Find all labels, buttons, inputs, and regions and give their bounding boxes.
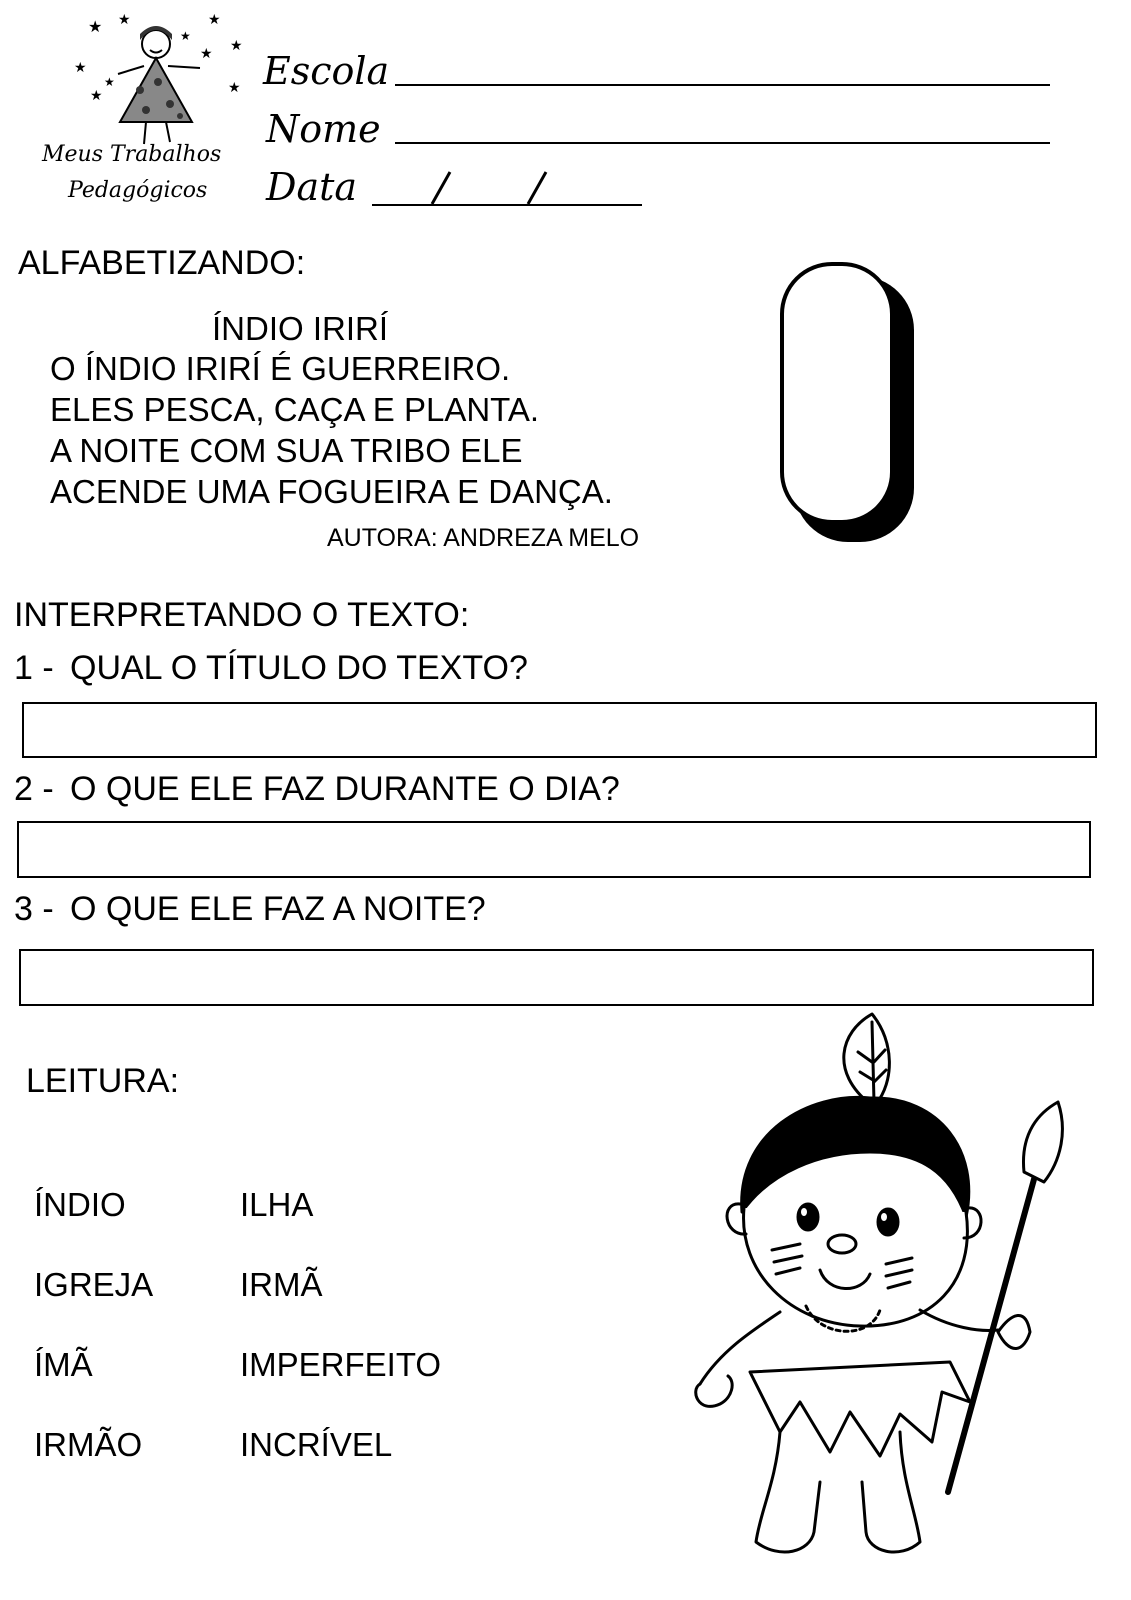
question-3-text: O QUE ELE FAZ A NOITE? [70, 890, 486, 928]
name-line[interactable] [395, 142, 1050, 144]
poem-line: A NOITE COM SUA TRIBO ELE [50, 432, 523, 469]
reading-word: IMPERFEITO [240, 1346, 442, 1383]
answer-1-box[interactable] [22, 702, 1097, 758]
poem-author: AUTORA: ANDREZA MELO [327, 524, 640, 552]
question-3-number: 3 - [14, 890, 54, 928]
answer-2-box[interactable] [17, 821, 1091, 878]
reading-word: IRMÃ [240, 1266, 323, 1303]
reading-word: IGREJA [34, 1266, 154, 1303]
svg-text:★: ★ [90, 87, 103, 103]
poem-line: ACENDE UMA FOGUEIRA E DANÇA. [50, 473, 613, 510]
reading-word: IRMÃO [34, 1426, 143, 1463]
big-letter [780, 262, 920, 547]
logo [38, 10, 268, 215]
poem-line: O ÍNDIO IRIRÍ É GUERREIRO. [50, 350, 511, 387]
poem-body [50, 348, 613, 512]
svg-text:★: ★ [230, 37, 243, 53]
indigenous-boy-with-spear-icon [680, 1012, 1080, 1572]
logo-line-2: Pedagógicos [68, 178, 208, 203]
school-label: Escola [263, 49, 390, 93]
answer-3-box[interactable] [19, 949, 1094, 1006]
date-label: Data [266, 165, 358, 209]
reading-word: ILHA [240, 1186, 314, 1223]
svg-text:★: ★ [118, 11, 131, 27]
logo-line-1: Meus Trabalhos [42, 142, 222, 167]
girl-with-stars-icon [60, 10, 260, 150]
section-title: ALFABETIZANDO: [18, 244, 306, 282]
reading-word: ÍNDIO [34, 1186, 126, 1223]
poem-line: ELES PESCA, CAÇA E PLANTA. [50, 391, 540, 428]
reading-word: INCRÍVEL [240, 1426, 393, 1463]
svg-text:★: ★ [200, 45, 213, 61]
reading-title: LEITURA: [26, 1062, 180, 1100]
svg-text:★: ★ [180, 29, 191, 43]
svg-text:★: ★ [208, 11, 221, 27]
interpretation-title: INTERPRETANDO O TEXTO: [14, 596, 470, 634]
question-1-number: 1 - [14, 649, 54, 687]
school-line[interactable] [395, 84, 1050, 86]
svg-text:★: ★ [228, 79, 241, 95]
svg-text:★: ★ [74, 59, 87, 75]
reading-word: ÍMÃ [34, 1346, 93, 1383]
svg-text:★: ★ [88, 19, 103, 36]
question-2-text: O QUE ELE FAZ DURANTE O DIA? [70, 770, 620, 808]
question-2-number: 2 - [14, 770, 54, 808]
poem-title: ÍNDIO IRIRÍ [212, 310, 389, 347]
date-separators [372, 160, 652, 210]
svg-text:★: ★ [104, 75, 115, 89]
question-1-text: QUAL O TÍTULO DO TEXTO? [70, 649, 528, 687]
name-label: Nome [266, 107, 381, 151]
